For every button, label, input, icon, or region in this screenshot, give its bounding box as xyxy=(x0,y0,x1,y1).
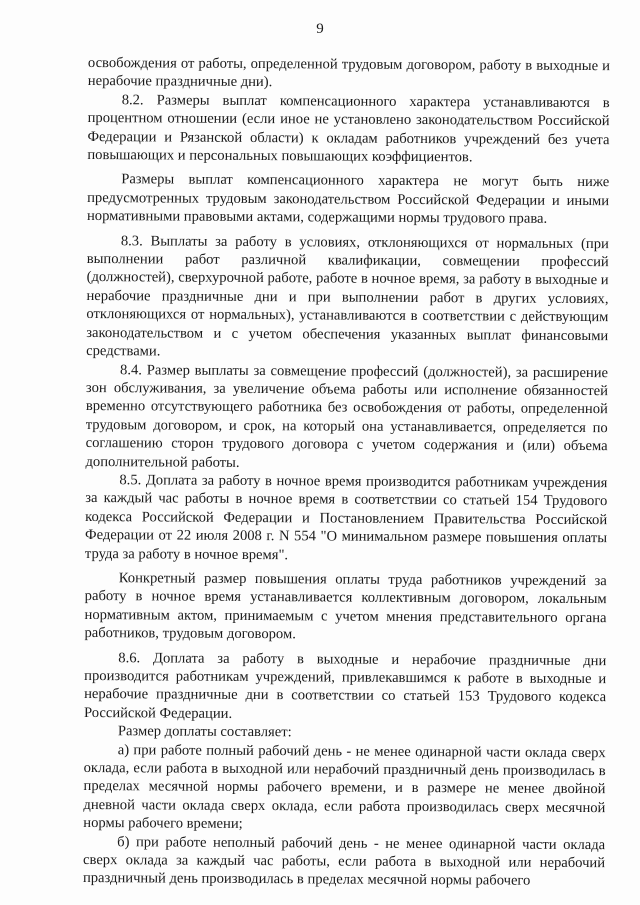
paragraph-8-6: 8.6. Доплата за работу в выходные и нерабочие праздничные дни производится работникам учреждений, привлекавшимся к работе в выходные и нерабочие праздничные дни в соответствии со статьей 153 Трудового кодекса Российской Федерации. xyxy=(83,649,607,722)
paragraph-8-5: 8.5. Доплата за работу в ночное время производится работникам учреждения за каждый час работы в ночное время в соответствии со статьей 154 Трудового кодекса Российской Федерации и Постановлением Правительства Российской Федерации от 22 июля 2008 г. N 554 "О минимальном размере повышения оплаты труда за работу в ночное время". xyxy=(84,472,608,563)
document-body xyxy=(83,54,610,891)
paragraph-8-2: 8.2. Размеры выплат компенсационного характера устанавливаются в процентном отношении (если иное не установлено законодательством Российской Федерации и Рязанской области) к окладам работников учреждений без учета повышающих и персональных повышающих коэффициентов. xyxy=(87,92,610,166)
paragraph-8-4: 8.4. Размер выплаты за совмещение профессий (должностей), за расширение зон обслуживания, за увеличение объема работы или исполнение обязанностей временно отсутствующего работника без освобождения от работы, определенной трудовым договором, и срок, на который она устанавливается, определяется по соглашению сторон трудового договора с учетом содержания и (или) объема дополнительной работы. xyxy=(85,361,609,471)
paragraph-payment-amount-intro: Размер доплаты составляет: xyxy=(117,723,292,741)
paragraph-8-3: 8.3. Выплаты за работу в условиях, отклоняющихся от нормальных (при выполнении работ различной квалификации, совмещении профессий (должностей), сверхурочной работе, работе в ночное время, за работу в выходные и нерабочие праздничные дни и при выполнении работ в других условиях, отклоняющихся от нормальных), устанавливаются в соответствии с действующим законодательством и с учетом обеспечения указанных выплат финансовыми средствами. xyxy=(86,232,609,360)
paragraph-item-b: б) при работе неполный рабочий день - не менее одинарной части оклада сверх оклада за каждый час работы, если работа в выходной или нерабочий праздничный день производилась в пределах месячной нормы рабочего xyxy=(82,833,606,890)
paragraph-continuation: освобождения от работы, определенной трудовым договором, работу в выходные и нерабочие праздничные дни). xyxy=(87,54,610,91)
paragraph-night-work-amount: Конкретный размер повышения оплаты труда работников учреждений за работу в ночное время устанавливается коллективным договором, локальным нормативным актом, принимаемым с учетом мнения представительного органа работников, трудовым договором. xyxy=(84,570,607,643)
page-number: 9 xyxy=(316,21,324,37)
paragraph-item-a: а) при работе полный рабочий день - не менее одинарной части оклада сверх оклада, если работа в выходной или нерабочий праздничный день производилась в пределах месячной нормы рабочего времени, и в размере не менее двойной дневной части оклада сверх оклада, если работа производилась сверх месячной нормы рабочего времени; xyxy=(83,741,606,833)
paragraph-compensation-limits: Размеры выплат компенсационного характера не могут быть ниже предусмотренных трудовым законодательством Российской Федерации и иными нормативными правовыми актами, содержащими нормы трудового права. xyxy=(86,171,610,228)
